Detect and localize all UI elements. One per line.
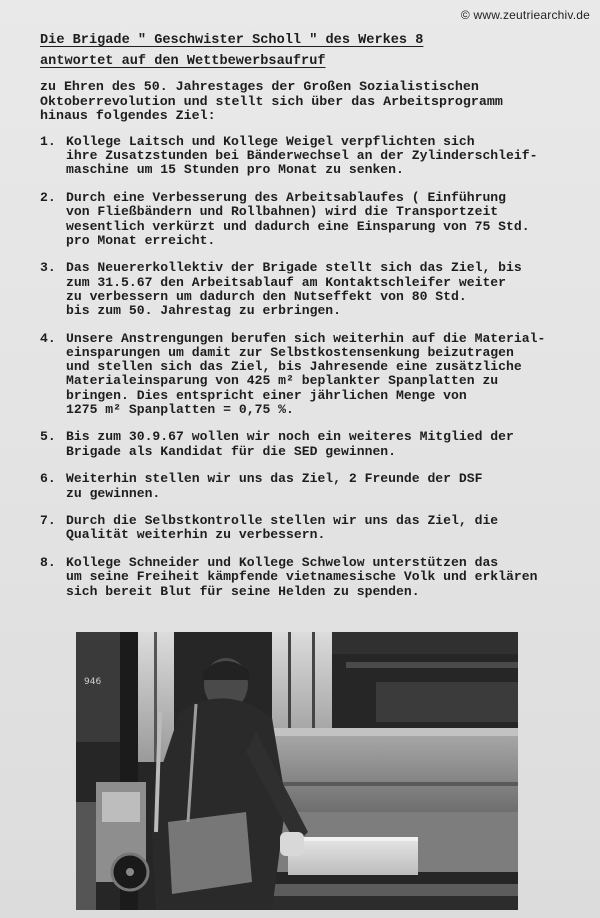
commitment-list (40, 135, 596, 612)
list-item (40, 191, 596, 248)
item-line: und stellen sich das Ziel, bis Jahresende eine zusätzliche (66, 359, 522, 375)
photo-illustration (76, 632, 518, 910)
intro-line: hinaus folgendes Ziel: (40, 108, 216, 123)
item-line: Bis zum 30.9.67 wollen wir noch ein weiteres Mitglied der (66, 429, 514, 445)
item-line: bis zum 50. Jahrestag zu erbringen. (66, 303, 342, 319)
item-number: 5. (40, 429, 56, 445)
item-line: Materialeinsparung von 425 m² beplankter Spanplatten zu (66, 373, 499, 389)
list-item (40, 430, 596, 458)
list-item (40, 556, 596, 599)
item-line: von Fließbändern und Rollbahnen) wird die Transportzeit (66, 204, 499, 220)
list-item (40, 332, 596, 417)
item-line: 1275 m² Spanplatten = 0,75 %. (66, 401, 294, 417)
intro-line: Oktoberrevolution und stellt sich über das Arbeitsprogramm (40, 93, 503, 109)
intro-paragraph (40, 80, 570, 124)
item-number: 6. (40, 471, 56, 487)
item-line: Weiterhin stellen wir uns das Ziel, 2 Freunde der DSF (66, 471, 483, 487)
item-number: 3. (40, 260, 56, 276)
item-line: zum 31.5.67 den Arbeitsablauf am Kontaktschleifer weiter (66, 274, 507, 290)
item-line: ihre Zusatzstunden bei Bänderwechsel an der Zylinderschleif- (66, 148, 538, 164)
item-line: bringen. Dies entspricht einer jährlichen Menge von (66, 387, 467, 403)
item-number: 1. (40, 134, 56, 149)
intro-line: zu Ehren des 50. Jahrestages der Großen Sozialistischen (40, 79, 479, 94)
item-line: Durch eine Verbesserung des Arbeitsablaufes ( Einführung (66, 190, 507, 206)
copyright-watermark: © www.zeutriearchiv.de (460, 8, 590, 22)
item-number: 7. (40, 513, 56, 529)
item-line: Unsere Anstrengungen berufen sich weiterhin auf die Material- (66, 330, 546, 346)
item-line: pro Monat erreicht. (66, 232, 216, 248)
item-line: Durch die Selbstkontrolle stellen wir uns das Ziel, die (66, 513, 499, 529)
workshop-photo (76, 632, 518, 910)
item-line: Kollege Laitsch und Kollege Weigel verpflichten sich (66, 134, 475, 149)
item-number: 8. (40, 555, 56, 571)
item-line: sich bereit Blut für seine Helden zu spenden. (66, 583, 420, 599)
item-line: um seine Freiheit kämpfende vietnamesische Volk und erklären (66, 569, 538, 585)
item-line: maschine um 15 Stunden pro Monat zu senken. (66, 162, 404, 178)
item-line: Kollege Schneider und Kollege Schwelow unterstützen das (66, 555, 499, 571)
title-line: Die Brigade " Geschwister Scholl " des Werkes 8 (40, 33, 424, 48)
document-title (40, 30, 560, 72)
list-item (40, 135, 596, 178)
list-item (40, 261, 596, 318)
item-line: Das Neuererkollektiv der Brigade stellt sich das Ziel, bis (66, 260, 522, 276)
item-line: Qualität weiterhin zu verbessern. (66, 527, 326, 543)
list-item (40, 514, 596, 542)
item-number: 2. (40, 190, 56, 206)
photo-sign-text: 946 (84, 677, 102, 687)
item-number: 4. (40, 330, 56, 346)
title-line: antwortet auf den Wettbewerbsaufruf (40, 54, 326, 69)
item-line: zu verbessern um dadurch den Nutseffekt von 80 Std. (66, 288, 467, 304)
item-line: einsparungen um damit zur Selbstkostensenkung beizutragen (66, 344, 514, 360)
list-item (40, 472, 596, 500)
item-line: Brigade als Kandidat für die SED gewinnen. (66, 443, 397, 459)
item-line: wesentlich verkürzt und dadurch eine Einsparung von 75 Std. (66, 218, 530, 234)
item-line: zu gewinnen. (66, 485, 161, 501)
